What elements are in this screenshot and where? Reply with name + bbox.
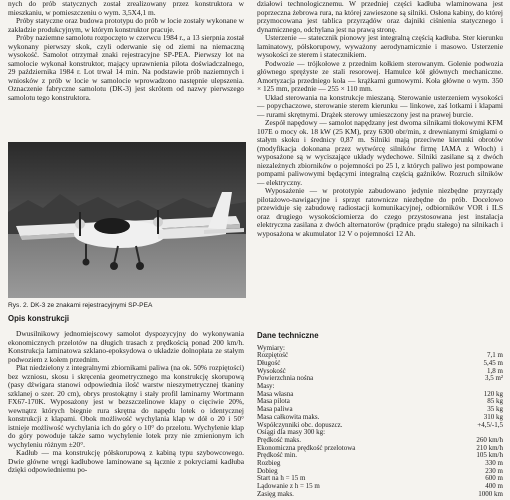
paragraph: Próby statyczne oraz budowa prototypu do prób w locie zostały wykonane w zakładzie produkcyjnym, w którym konstruktor pracuje.: [8, 16, 244, 34]
technical-data-label: Prędkość maks.: [257, 435, 301, 444]
technical-data: [257, 332, 503, 499]
left-column-bottom: [8, 330, 244, 475]
paragraph: Podwozie — trójkołowe z przednim kołkiem sterowanym. Golenie podwozia głównego sprężyste ze stali resorowej. Hamulce kół głównych mechaniczne. Amortyzacja przedniego koła — krążkami gumowymi. Koła główne o wym. 350 × 125 mm, przednie — 255 × 110 mm.: [257, 58, 503, 93]
technical-data-row: [257, 398, 503, 406]
technical-data-value: 1,8 m: [487, 366, 503, 375]
technical-data-value: 330 m: [485, 459, 503, 468]
technical-data-row: [257, 383, 503, 391]
technical-data-label: Rozbieg: [257, 459, 281, 468]
technical-data-header-label: Wymiary:: [257, 343, 285, 352]
technical-data-row: [257, 352, 503, 360]
technical-data-row: [257, 375, 503, 383]
technical-data-value: 7,1 m: [487, 351, 503, 360]
technical-data-value: 1000 km: [478, 489, 503, 498]
technical-data-value: 35 kg: [487, 405, 503, 414]
technical-data-label: Zasięg maks.: [257, 489, 294, 498]
technical-data-label: Wysokość: [257, 366, 286, 375]
paragraph: Układ sterowania na konstrukcje mieszaną. Sterowanie usterzeniem wysokości — popychaczowe, sterowanie sterem kierunku — linkowe, zaś lotkami i klapami — rurami skrętnymi. Drążek sterowy umieszczony jest na prawej burcie.: [257, 92, 503, 119]
technical-data-row: [257, 391, 503, 399]
technical-data-label: Powierzchnia nośna: [257, 374, 314, 383]
technical-data-label: Masa własna: [257, 389, 294, 398]
technical-data-value: 230 m: [485, 466, 503, 475]
technical-data-value: 210 km/h: [476, 443, 503, 452]
technical-data-rows: [257, 352, 503, 498]
technical-data-label: Współczynniki obc. dopuszcz.: [257, 420, 343, 429]
technical-data-label: Osiągi dla masy 300 kg:: [257, 428, 326, 437]
technical-data-title: Dane techniczne: [257, 331, 319, 340]
technical-data-value: 85 kg: [487, 397, 503, 406]
paragraph: Kadłub — ma konstrukcję półskorupową z kabiną typu szybowcowego. Dwie główne wręgi kadłubowe laminowane są łącznie z pokryciami kadłuba dzięki odpowiedniemu po-: [8, 448, 244, 474]
technical-data-value: 310 kg: [483, 412, 503, 421]
technical-data-row: [257, 491, 503, 499]
technical-data-value: +4,5/-1,5: [477, 420, 503, 429]
aircraft-photo-image: [8, 142, 246, 298]
technical-data-header: [257, 345, 503, 353]
technical-data-value: 260 km/h: [476, 435, 503, 444]
paragraph: Płat niedzielony z integralnymi zbiornikami paliwa (na ok. 50% rozpiętości) bez wzniosu, skosu i skręcenia geometrycznego ma konstrukcję skorupową (pasy dźwigara stanowi odpowiednia ilość warstw nieszymetrycznej tkaniny szklanej o szer. 20 cm), obrys prostokątny i stały profil laminarny Wortmann FX67-170K. Wyposażony jest w bezszczelinowe klapy o cięciwie 20%, wewnątrz których biegnie rura skrętna do napędu lotek o identycznej konstrukcji z klapami. Obok możliwość wychylania klap w dół o 20 i 50° istnieje możliwość wychylania ich do góry o 10° do przelotu. Wychylenie klap do góry powoduje także samo wychylenie lotek przy nie zmienionym ich wychyleniu różnym ±20°.: [8, 363, 244, 449]
technical-data-value: 400 m: [485, 482, 503, 491]
technical-data-value: 5,45 m: [483, 358, 503, 367]
paragraph: Próby naziemne samolotu rozpoczęto w czerwcu 1984 r., a 13 sierpnia został wykonany pierwszy skok, czyli oderwanie się od ziemi na niemaczną wysokość. Samolot otrzymał znaki rejestracyjne SP-PEA. Pierwszy lot na samolocie wykonał konstruktor, mający uprawnienia pilota doświadczalnego, 29 października 1984 r. Lot trwał 14 min. Na podstawie prób naziemnych i wniosków z prób w locie w samolocie wprowadzono następnie ulepszenia. Oznaczenie fabryczne samolotu (DK-3) jest skrótem od nazwy pierwszego samolotu tego konstruktora.: [8, 33, 244, 102]
technical-data-label: Masa całkowita maks.: [257, 412, 320, 421]
technical-data-label: Masa paliwa: [257, 405, 293, 414]
aircraft-photo: [8, 142, 246, 298]
technical-data-label: Prędkość min.: [257, 451, 298, 460]
technical-data-label: Start na h = 15 m: [257, 474, 306, 483]
technical-data-row: [257, 360, 503, 368]
right-column-top: [257, 0, 503, 238]
left-column-top: [8, 0, 244, 102]
technical-data-value: 3,5 m²: [484, 374, 503, 383]
section-title: Opis konstrukcji: [8, 314, 70, 323]
technical-data-row: [257, 452, 503, 460]
technical-data-label: Ekonomiczna prędkość przelotowa: [257, 443, 356, 452]
technical-data-value: 600 m: [485, 474, 503, 483]
technical-data-row: [257, 460, 503, 468]
paragraph: Zespół napędowy — samolot napędzany jest dwoma silnikami tłokowymi KFM 107E o mocy ok. 18 kW (25 KM), przy 6300 obr/min, z drewnianymi śmigłami o stałym skoku i średnicy 0,87 m. Silniki mają przeciwne kierunki obrotów (modyfikacja dokonana przez wytwórcę silników firmę IAMA z Włoch) i wyposażone są w wyciszające układy wydechowe. Silniki zasilane są z dwóch niezależnych zbiorników o pojemności po 25 l, z których paliwo jest pompowane pompami paliwowymi będącymi integralną częścią gaźników. Rozruch silników — elektryczny.: [257, 118, 503, 187]
technical-data-label: Masa pilota: [257, 397, 290, 406]
technical-data-label: Masy:: [257, 382, 275, 391]
paragraph: nych do prób statycznych został zrealizowany przez konstruktora w mieszkaniu, w pomieszczeniu o wym. 3,5X4,1 m.: [8, 0, 244, 17]
technical-data-value: 120 kg: [483, 389, 503, 398]
paragraph: Wyposażenie — w prototypie zabudowano jedynie niezbędne przyrządy pilotażowo-nawigacyjne i sprzęt ratownicze niezbędne do prób. Docelowo przewiduje się zabudowę radiostacji komunikacyjnej, odbiorników VOR i ILS oraz drugiego wysokościomierza do czego przystosowana jest instalacja elektryczna zasilana z dwóch alternatorów (prądnice prądu stałego) na silnikach i wyposażona w akumulator 12 V o pojemności 12 Ah.: [257, 186, 503, 238]
figure-caption: Rys. 2. DK-3 ze znakami rejestracyjnymi SP-PEA: [8, 302, 153, 309]
technical-data-label: Lądowanie z h = 15 m: [257, 482, 320, 491]
technical-data-label: Długość: [257, 358, 281, 367]
paragraph: działowi technologicznemu. W przedniej części kadłuba wlaminowana jest poprzeczna żebrowa rura, na której zawieszone są silniki. Osłona kabiny, do której przymocowana jest tablica przyrządów oraz dajniki ciśnienia statycznego i dynamicznego, odchylana jest na prawą stronę.: [257, 0, 503, 34]
paragraph: Usterzenie — statecznik pionowy jest integralną częścią kadłuba. Ster kierunku laminatowy, półskorupowy, wyważony aerodynamicznie i masowo. Usterzenie wysokości ze sterem i statecznikiem.: [257, 33, 503, 59]
technical-data-label: Dobieg: [257, 466, 278, 475]
technical-data-value: 105 km/h: [476, 451, 503, 460]
technical-data-label: Rozpiętość: [257, 351, 289, 360]
paragraph: Dwusilnikowy jednomiejscowy samolot dyspozycyjny do wykonywania ekonomicznych przelotów na długich trasach z prędkością ponad 200 km/h. Konstrukcja laminatowa szklano-epoksydowa o układzie dolnopłata ze stałym podwoziem z kołem przednim.: [8, 329, 244, 364]
